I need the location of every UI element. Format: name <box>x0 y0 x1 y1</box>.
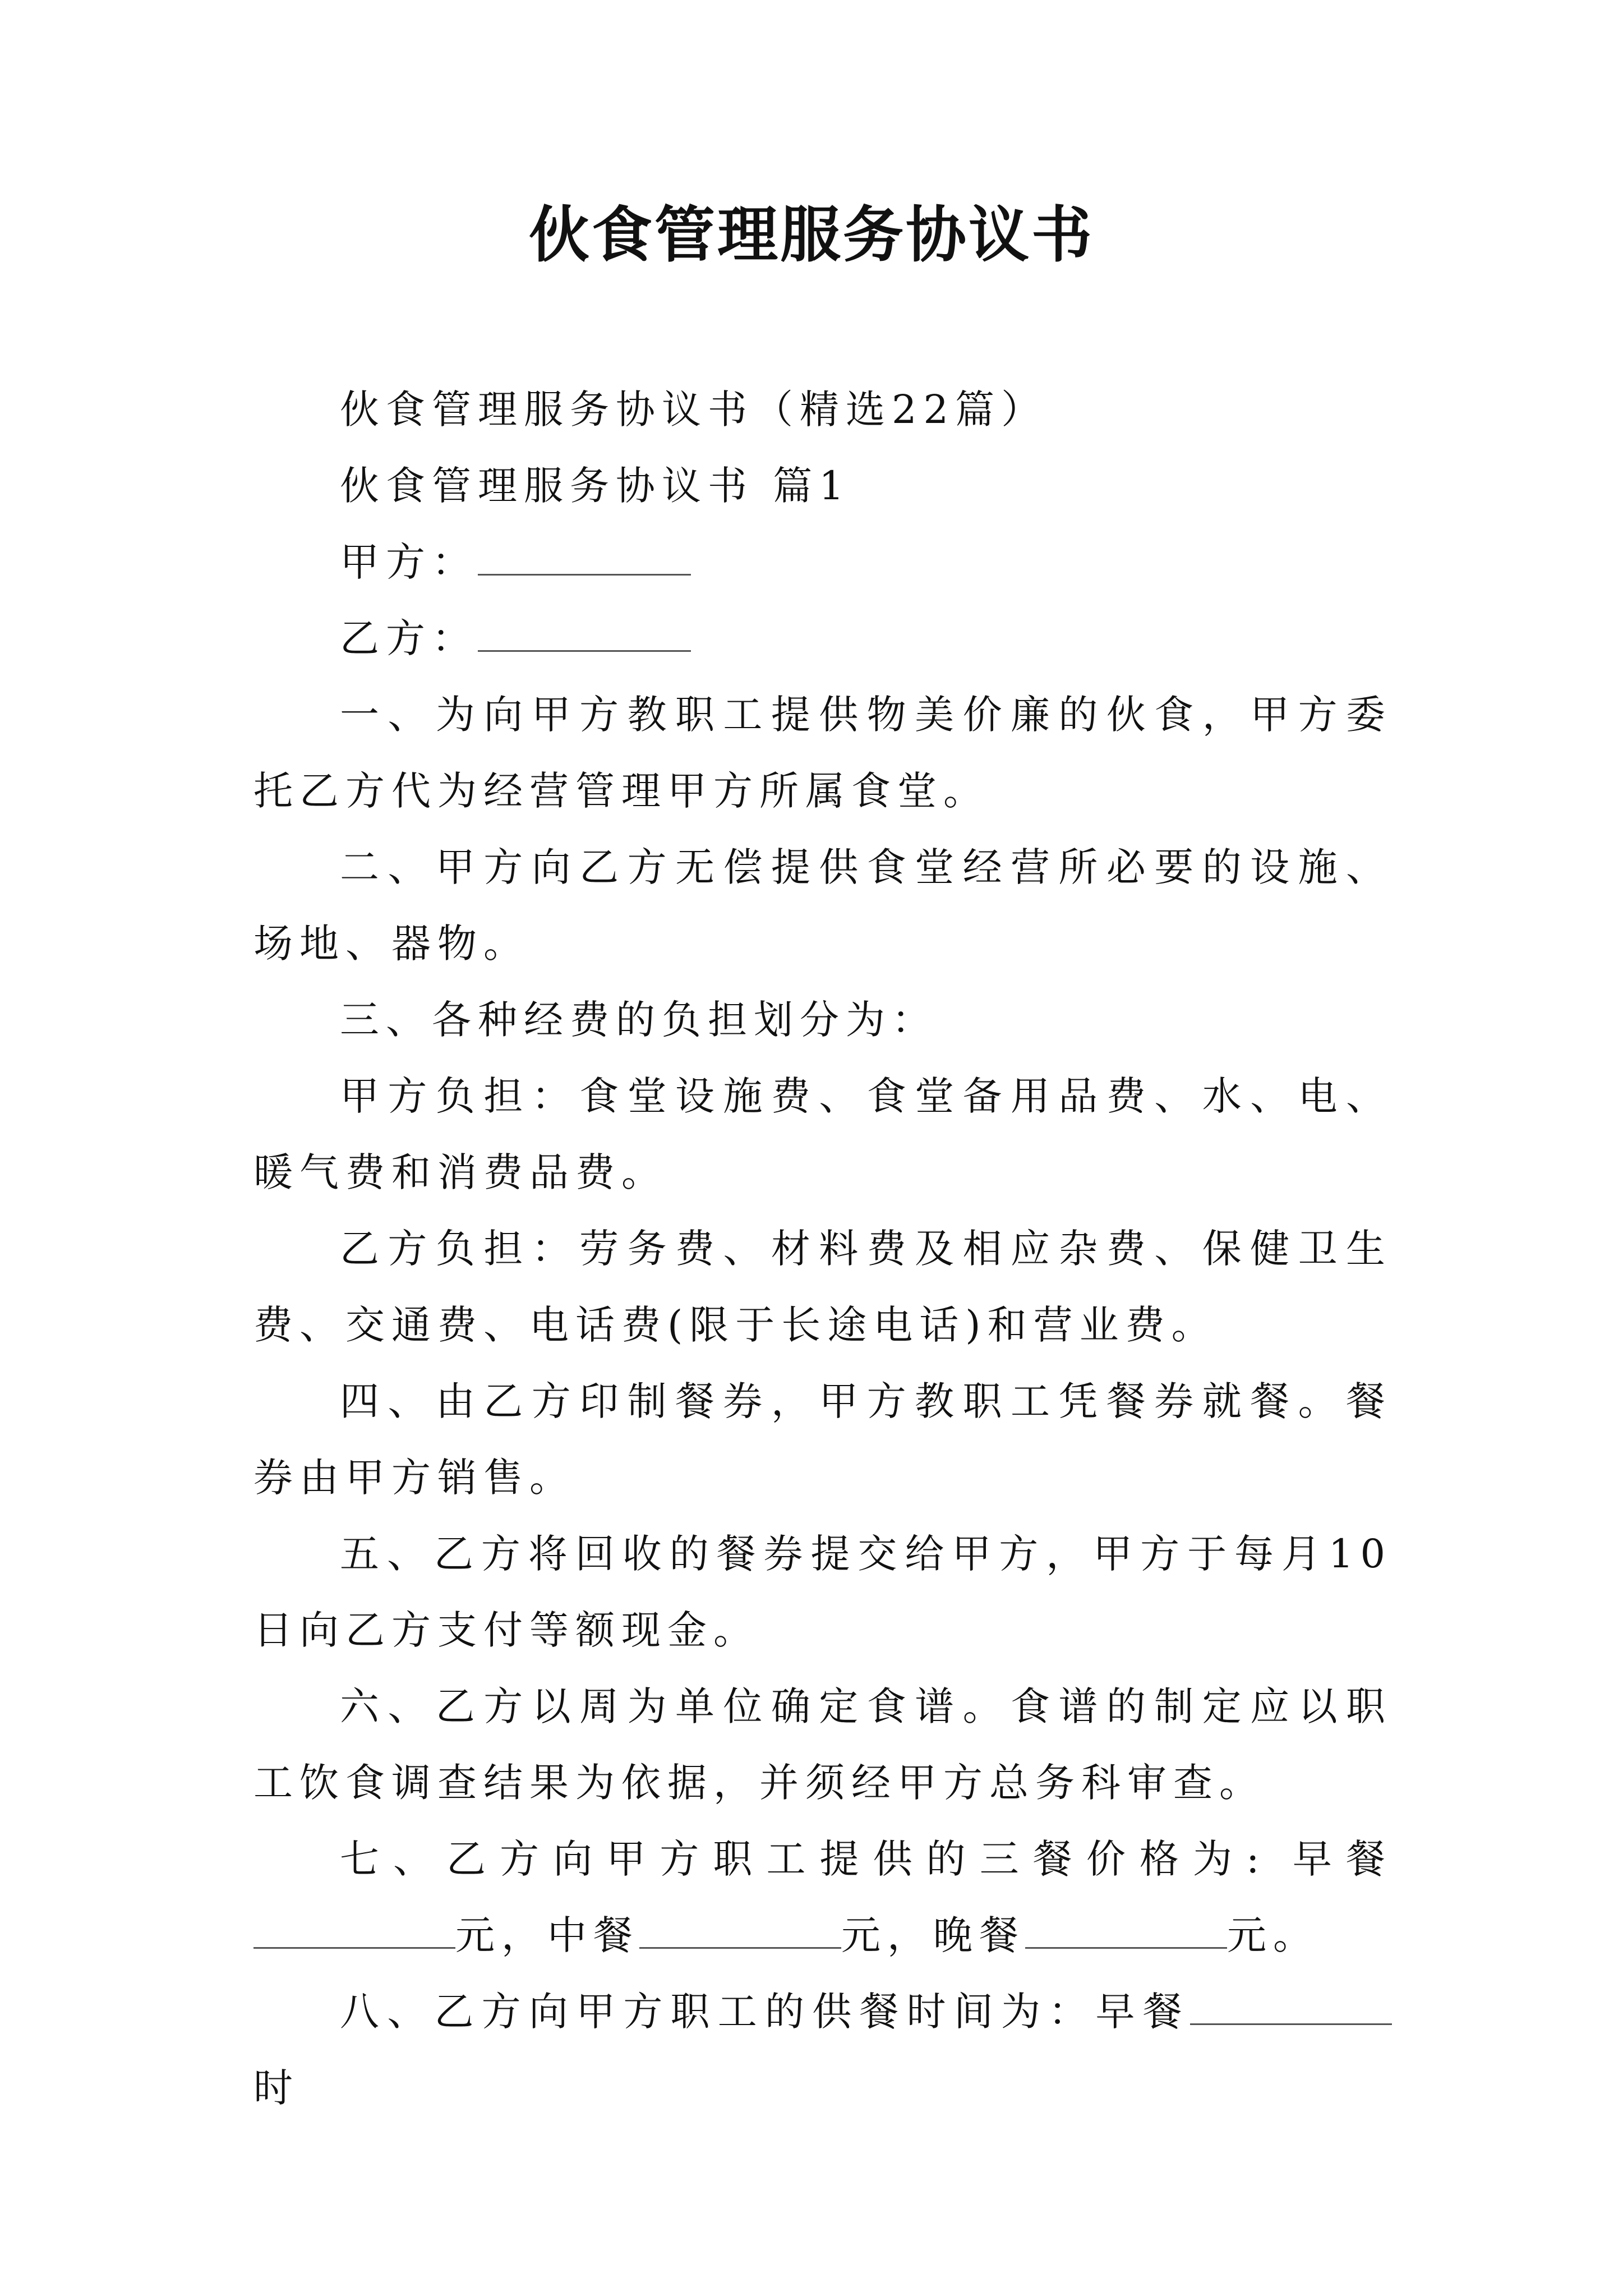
clause-7-unit-1: 元，中餐 <box>455 1912 639 1958</box>
clause-3-party-b: 乙方负担：劳务费、材料费及相应杂费、保健卫生费、交通费、电话费(限于长途电话)和营业费。 <box>253 1226 1392 1348</box>
clause-7 <box>253 1821 1392 1973</box>
clause-1: 一、为向甲方教职工提供物美价廉的伙食，甲方委托乙方代为经营管理甲方所属食堂。 <box>253 692 1392 814</box>
clause-8-suffix: 时 <box>253 2065 299 2111</box>
party-a-blank <box>478 540 691 576</box>
section-heading: 伙食管理服务协议书 篇1 <box>340 463 851 509</box>
clause-7-unit-2: 元，晚餐 <box>841 1912 1025 1958</box>
clause-3: 三、各种经费的负担划分为： <box>340 997 938 1043</box>
party-b-line <box>253 600 1392 677</box>
party-b-label: 乙方： <box>340 615 478 661</box>
dinner-price-blank <box>1025 1913 1227 1949</box>
clause-4: 四、由乙方印制餐券，甲方教职工凭餐券就餐。餐券由甲方销售。 <box>253 1378 1392 1501</box>
document-body <box>253 371 1392 2126</box>
clause-3-party-a: 甲方负担：食堂设施费、食堂备用品费、水、电、暖气费和消费品费。 <box>253 1073 1392 1195</box>
clause-7-prefix: 七、乙方向甲方职工提供的三餐价格为: 早餐 <box>340 1836 1392 1882</box>
party-a-label: 甲方： <box>340 539 478 585</box>
document-subtitle: 伙食管理服务协议书（精选22篇） <box>340 386 1048 432</box>
party-b-blank <box>478 616 691 652</box>
breakfast-price-blank <box>253 1913 455 1949</box>
clause-2: 二、甲方向乙方无偿提供食堂经营所必要的设施、场地、器物。 <box>253 844 1392 967</box>
clause-8 <box>253 1973 1392 2126</box>
clause-7-suffix: 元。 <box>1227 1912 1319 1958</box>
lunch-price-blank <box>639 1913 841 1949</box>
party-a-line <box>253 524 1392 600</box>
clause-8-prefix: 八、乙方向甲方职工的供餐时间为：早餐 <box>340 1989 1190 2035</box>
document-title: 伙食管理服务协议书 <box>528 200 1094 270</box>
clause-5: 五、乙方将回收的餐券提交给甲方，甲方于每月10日向乙方支付等额现金。 <box>253 1531 1392 1653</box>
clause-6: 六、乙方以周为单位确定食谱。食谱的制定应以职工饮食调查结果为依据，并须经甲方总务科审查。 <box>253 1683 1392 1806</box>
breakfast-time-blank <box>1190 1990 1392 2025</box>
